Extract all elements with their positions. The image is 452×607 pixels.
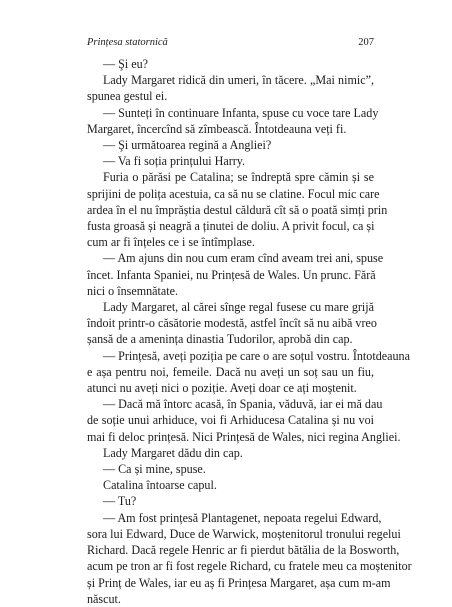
text-line: atunci nu aveți nici o poziție. Aveți doar ce ați moștenit. bbox=[87, 381, 357, 396]
text-line: — Şi următoarea regină a Angliei? bbox=[103, 138, 272, 153]
text-line: — Va fi soția prințului Harry. bbox=[103, 154, 246, 169]
text-line: sora lui Edward, Duce de Warwick, moștenitorul tronului regelui bbox=[87, 526, 401, 541]
running-title: Prințesa statornică bbox=[87, 37, 168, 48]
text-line: Lady Margaret ridică din umeri, în tăcere. „Mai nimic”, bbox=[103, 73, 374, 88]
text-line: Catalina întoarse capul. bbox=[103, 478, 217, 493]
text-line: ardea în el nu împrăștia destul căldură cît să o poată simți prin bbox=[87, 202, 388, 217]
page-number: 207 bbox=[358, 37, 374, 48]
text-line: și Prinț de Wales, iar eu aș fi Prințesa Margaret, așa cum m-am bbox=[87, 575, 391, 590]
text-line: — Sunteți în continuare Infanta, spuse cu voce tare Lady bbox=[103, 105, 379, 120]
text-line: spunea gestul ei. bbox=[87, 89, 168, 104]
text-line: sprijini de polița acestuia, ca să nu se clatine. Focul mic care bbox=[87, 186, 380, 201]
text-line: — Şi eu? bbox=[103, 57, 149, 71]
text-line: Furia o părăsi pe Catalina; se îndreptă spre cămin și se bbox=[103, 170, 374, 185]
text-line: acum pe tron ar fi fost regele Richard, cu fratele meu ca moștenitor bbox=[87, 559, 412, 574]
text-line: mai fi deloc prințesă. Nici Prințesă de Wales, nici regina Angliei. bbox=[87, 429, 401, 444]
text-line: fusta groasă și neagră a ținutei de doliu. A privit focul, ca și bbox=[87, 219, 375, 234]
text-line: — Am fost prințesă Plantagenet, nepoata regelui Edward, bbox=[103, 510, 382, 525]
text-line: — Prințesă, aveți poziția pe care o are soțul vostru. Întotdeauna bbox=[103, 348, 410, 363]
text-line: Margaret, încercînd să zîmbească. Întotdeauna veți fi. bbox=[87, 121, 347, 136]
text-line: Richard. Dacă regele Henric ar fi pierdut bătălia de la Bosworth, bbox=[87, 543, 400, 558]
text-line: îndoit printr-o căsătorie modestă, astfel încît să nu aibă vreo bbox=[87, 316, 377, 331]
text-line: — Tu? bbox=[103, 494, 137, 509]
text-line: născut. bbox=[87, 591, 121, 606]
text-line: de soție unui arhiduce, voi fi Arhiducesa Catalina și nu voi bbox=[87, 413, 374, 428]
text-line: Lady Margaret, al cărei sînge regal fusese cu mare grijă bbox=[103, 300, 374, 315]
text-line: e așa pentru noi, femeile. Dacă nu aveți un soț sau un fiu, bbox=[87, 364, 374, 379]
text-line: încet. Infanta Spaniei, nu Prințesă de Wales. Un prunc. Fără bbox=[87, 267, 376, 282]
text-line: șansă de a amenința dinastia Tudorilor, aprobă din cap. bbox=[87, 332, 353, 347]
text-line: — Ca și mine, spuse. bbox=[103, 462, 206, 477]
text-line: — Am ajuns din nou cum eram cînd aveam trei ani, spuse bbox=[103, 251, 384, 266]
text-line: Lady Margaret dădu din cap. bbox=[103, 445, 243, 460]
text-line: — Dacă mă întorc acasă, în Spania, văduvă, iar ei mă dau bbox=[103, 397, 383, 412]
text-line: nici o însemnătate. bbox=[87, 283, 179, 298]
body-text bbox=[87, 56, 412, 607]
text-line: cum ar fi înțeles ce i se întîmplase. bbox=[87, 235, 255, 250]
